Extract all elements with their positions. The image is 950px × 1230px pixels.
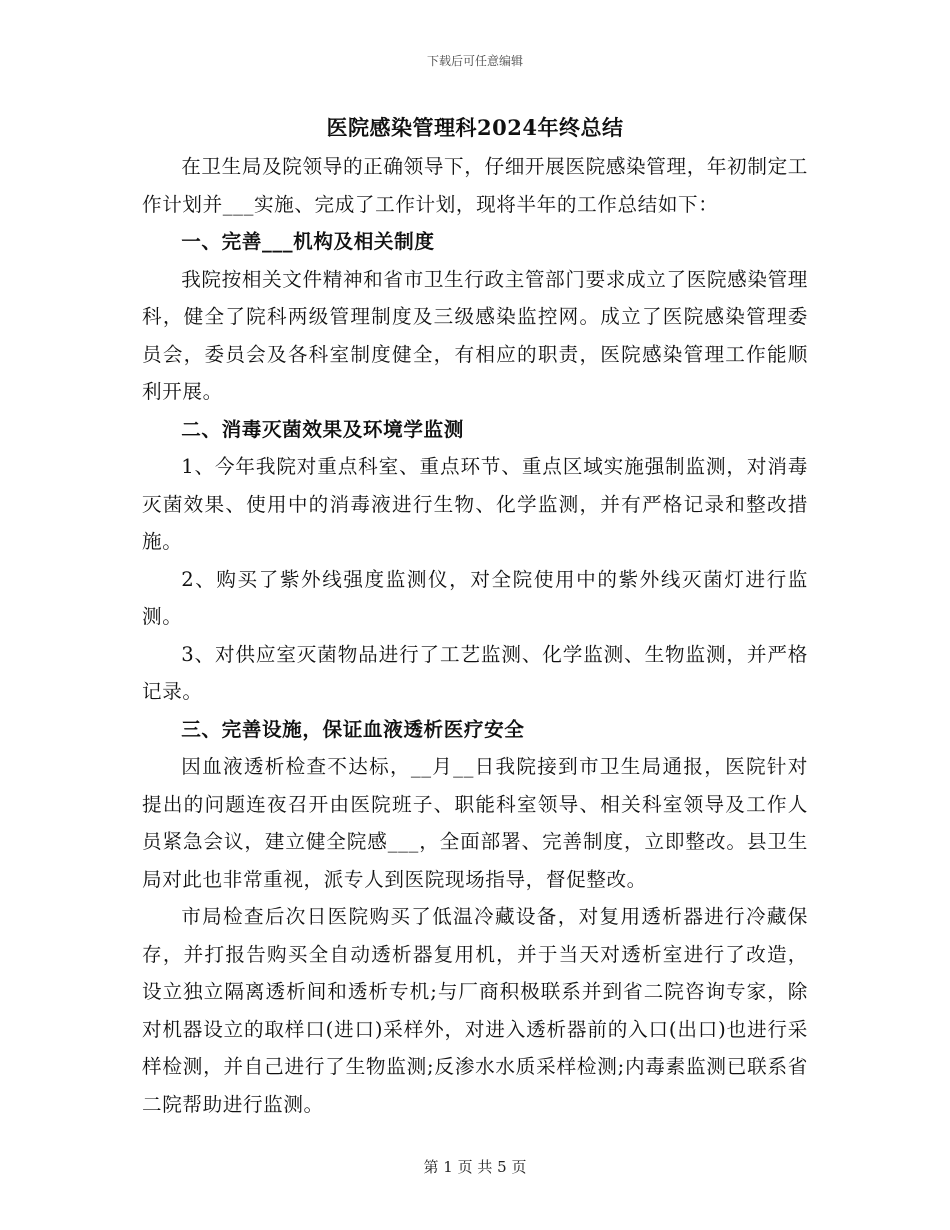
document-title: 医院感染管理科2024年终总结 <box>326 115 624 140</box>
section-2-item-1: 1、今年我院对重点科室、重点环节、重点区域实施强制监测，对消毒灭菌效果、使用中的消毒液进行生物、化学监测，并有严格记录和整改措施。 <box>142 455 808 553</box>
page-footer: 第 1 页 共 5 页 <box>423 1158 527 1176</box>
document-body <box>142 110 808 1123</box>
section-3-heading: 三、完善设施，保证血液透析医疗安全 <box>181 717 525 741</box>
section-2-heading: 二、消毒灭菌效果及环境学监测 <box>181 417 464 441</box>
section-2-item-3: 3、对供应室灭菌物品进行了工艺监测、化学监测、生物监测，并严格记录。 <box>142 642 808 703</box>
intro-paragraph: 在卫生局及院领导的正确领导下，仔细开展医院感染管理，年初制定工作计划并___实施、完成了工作计划，现将半年的工作总结如下： <box>142 155 808 216</box>
header-note: 下载后可任意编辑 <box>426 54 523 68</box>
section-2-item-2: 2、购买了紫外线强度监测仪，对全院使用中的紫外线灭菌灯进行监测。 <box>142 567 808 628</box>
section-3-paragraph-1: 因血液透析检查不达标，__月__日我院接到市卫生局通报，医院针对提出的问题连夜召开由医院班子、职能科室领导、相关科室领导及工作人员紧急会议，建立健全院感___，全面部署、完善制度，立即整改。县卫生局对此也非常重视，派专人到医院现场指导，督促整改。 <box>142 755 808 891</box>
section-1-heading: 一、完善___机构及相关制度 <box>181 230 435 253</box>
section-1-paragraph: 我院按相关文件精神和省市卫生行政主管部门要求成立了医院感染管理科，健全了院科两级管理制度及三级感染监控网。成立了医院感染管理委员会，委员会及各科室制度健全，有相应的职责，医院感染管理工作能顺利开展。 <box>142 267 808 403</box>
section-3-paragraph-2: 市局检查后次日医院购买了低温冷藏设备，对复用透析器进行冷藏保存，并打报告购买全自动透析器复用机，并于当天对透析室进行了改造，设立独立隔离透析间和透析专机;与厂商积极联系并到省二院咨询专家，除对机器设立的取样口(进口)采样外，对进入透析器前的入口(出口)也进行采样检测，并自己进行了生物监测;反渗水水质采样检测;内毒素监测已联系省二院帮助进行监测。 <box>142 905 808 1116</box>
